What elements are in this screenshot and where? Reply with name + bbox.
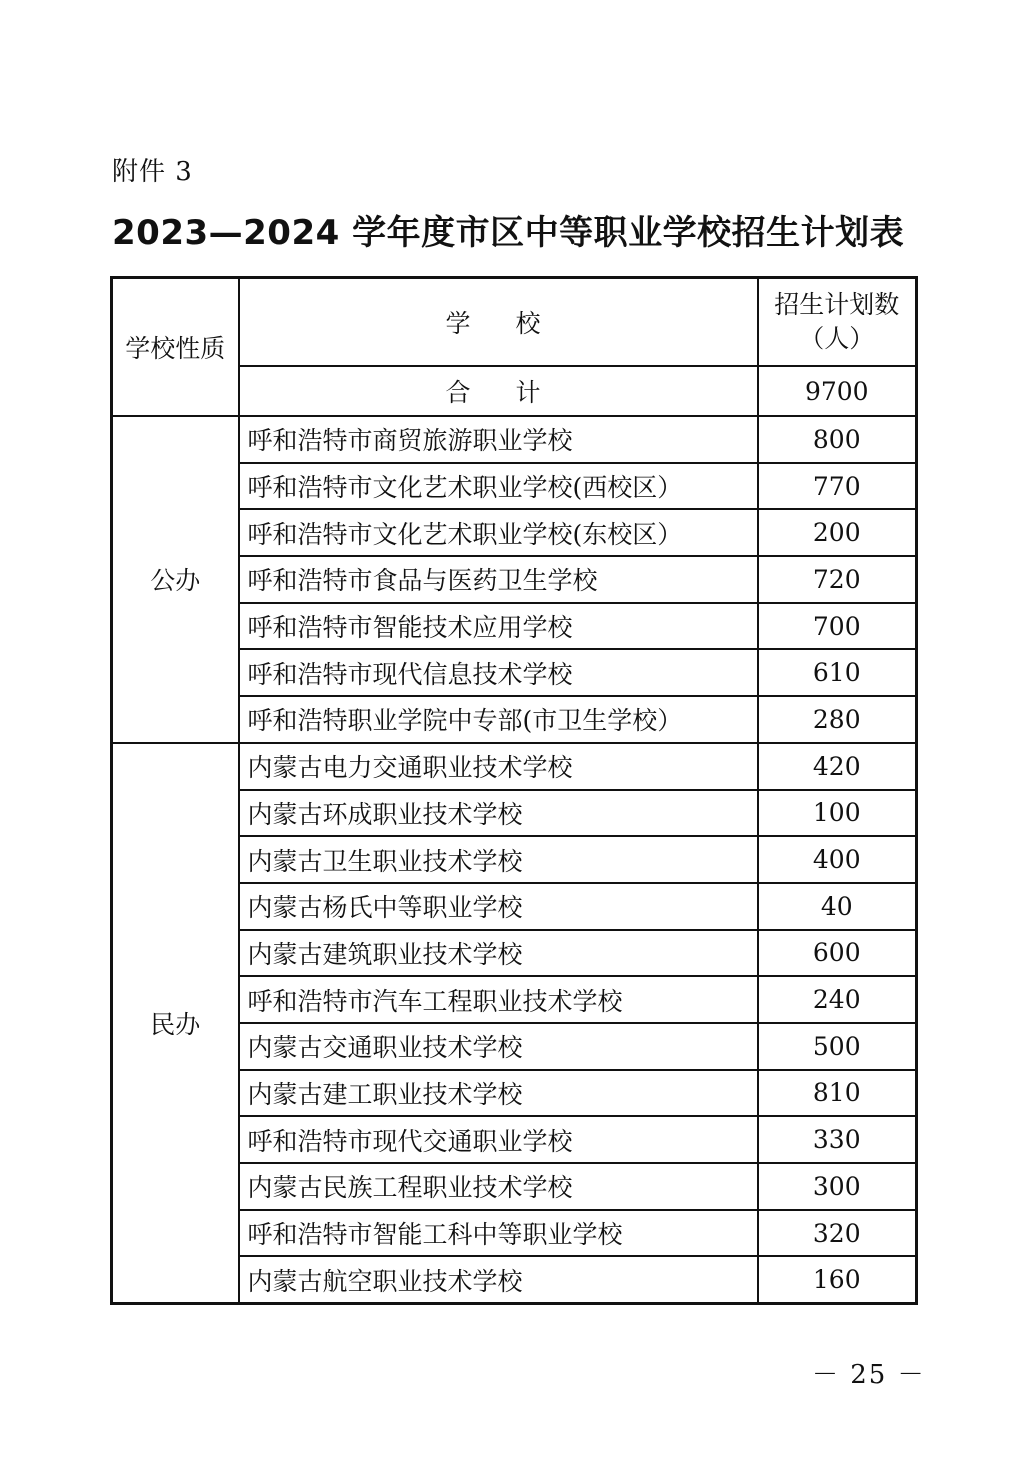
enrollment-count-cell: 600: [758, 930, 917, 977]
header-row: [112, 278, 917, 367]
school-name-cell: 呼和浩特市文化艺术职业学校(西校区）: [239, 463, 758, 510]
enrollment-count-cell: 610: [758, 649, 917, 696]
enrollment-count-cell: 100: [758, 790, 917, 837]
enrollment-count-cell: 330: [758, 1116, 917, 1163]
school-name-cell: 内蒙古建工职业技术学校: [239, 1070, 758, 1117]
school-name-cell: 呼和浩特市现代信息技术学校: [239, 649, 758, 696]
enrollment-count-cell: 810: [758, 1070, 917, 1117]
header-count-line2: （人）: [799, 324, 875, 353]
enrollment-count-cell: 800: [758, 416, 917, 463]
enrollment-count-cell: 320: [758, 1210, 917, 1257]
header-count-line1: 招生计划数: [774, 290, 900, 319]
page-title: 2023—2024 学年度市区中等职业学校招生计划表: [112, 213, 905, 253]
enrollment-count-cell: 700: [758, 603, 917, 650]
enrollment-count-cell: 280: [758, 696, 917, 743]
table-body: [112, 278, 917, 1304]
enrollment-count-cell: 200: [758, 509, 917, 556]
school-name-cell: 呼和浩特市智能技术应用学校: [239, 603, 758, 650]
enrollment-count-cell: 400: [758, 836, 917, 883]
table-row: [112, 416, 917, 463]
page-number: － 25 －: [812, 1360, 926, 1390]
school-name-cell: 内蒙古电力交通职业技术学校: [239, 743, 758, 790]
enrollment-count-cell: 40: [758, 883, 917, 930]
school-name-cell: 内蒙古杨氏中等职业学校: [239, 883, 758, 930]
school-name-cell: 呼和浩特市食品与医药卫生学校: [239, 556, 758, 603]
enrollment-count-cell: 720: [758, 556, 917, 603]
school-name-cell: 内蒙古交通职业技术学校: [239, 1023, 758, 1070]
school-name-cell: 内蒙古建筑职业技术学校: [239, 930, 758, 977]
school-name-cell: 呼和浩特市智能工科中等职业学校: [239, 1210, 758, 1257]
enrollment-count-cell: 770: [758, 463, 917, 510]
enrollment-count-cell: 240: [758, 976, 917, 1023]
school-name-cell: 呼和浩特市商贸旅游职业学校: [239, 416, 758, 463]
school-type-cell: 公办: [112, 416, 239, 743]
school-name-cell: 内蒙古民族工程职业技术学校: [239, 1163, 758, 1210]
enrollment-count-cell: 300: [758, 1163, 917, 1210]
table-row: [112, 743, 917, 790]
header-enrollment-count: [758, 278, 917, 367]
school-type-cell: 民办: [112, 743, 239, 1304]
school-name-cell: 内蒙古航空职业技术学校: [239, 1256, 758, 1303]
school-name-cell: 呼和浩特职业学院中专部(市卫生学校）: [239, 696, 758, 743]
enrollment-plan-table: [110, 276, 918, 1305]
school-name-cell: 呼和浩特市现代交通职业学校: [239, 1116, 758, 1163]
header-school-type: 学校性质: [112, 278, 239, 417]
attachment-label: 附件 3: [112, 157, 193, 187]
total-label: 合 计: [239, 366, 758, 416]
school-name-cell: 内蒙古环成职业技术学校: [239, 790, 758, 837]
total-value: 9700: [758, 366, 917, 416]
school-name-cell: 呼和浩特市文化艺术职业学校(东校区）: [239, 509, 758, 556]
enrollment-count-cell: 160: [758, 1256, 917, 1303]
enrollment-count-cell: 500: [758, 1023, 917, 1070]
header-school: 学 校: [239, 278, 758, 367]
school-name-cell: 内蒙古卫生职业技术学校: [239, 836, 758, 883]
enrollment-count-cell: 420: [758, 743, 917, 790]
school-name-cell: 呼和浩特市汽车工程职业技术学校: [239, 976, 758, 1023]
